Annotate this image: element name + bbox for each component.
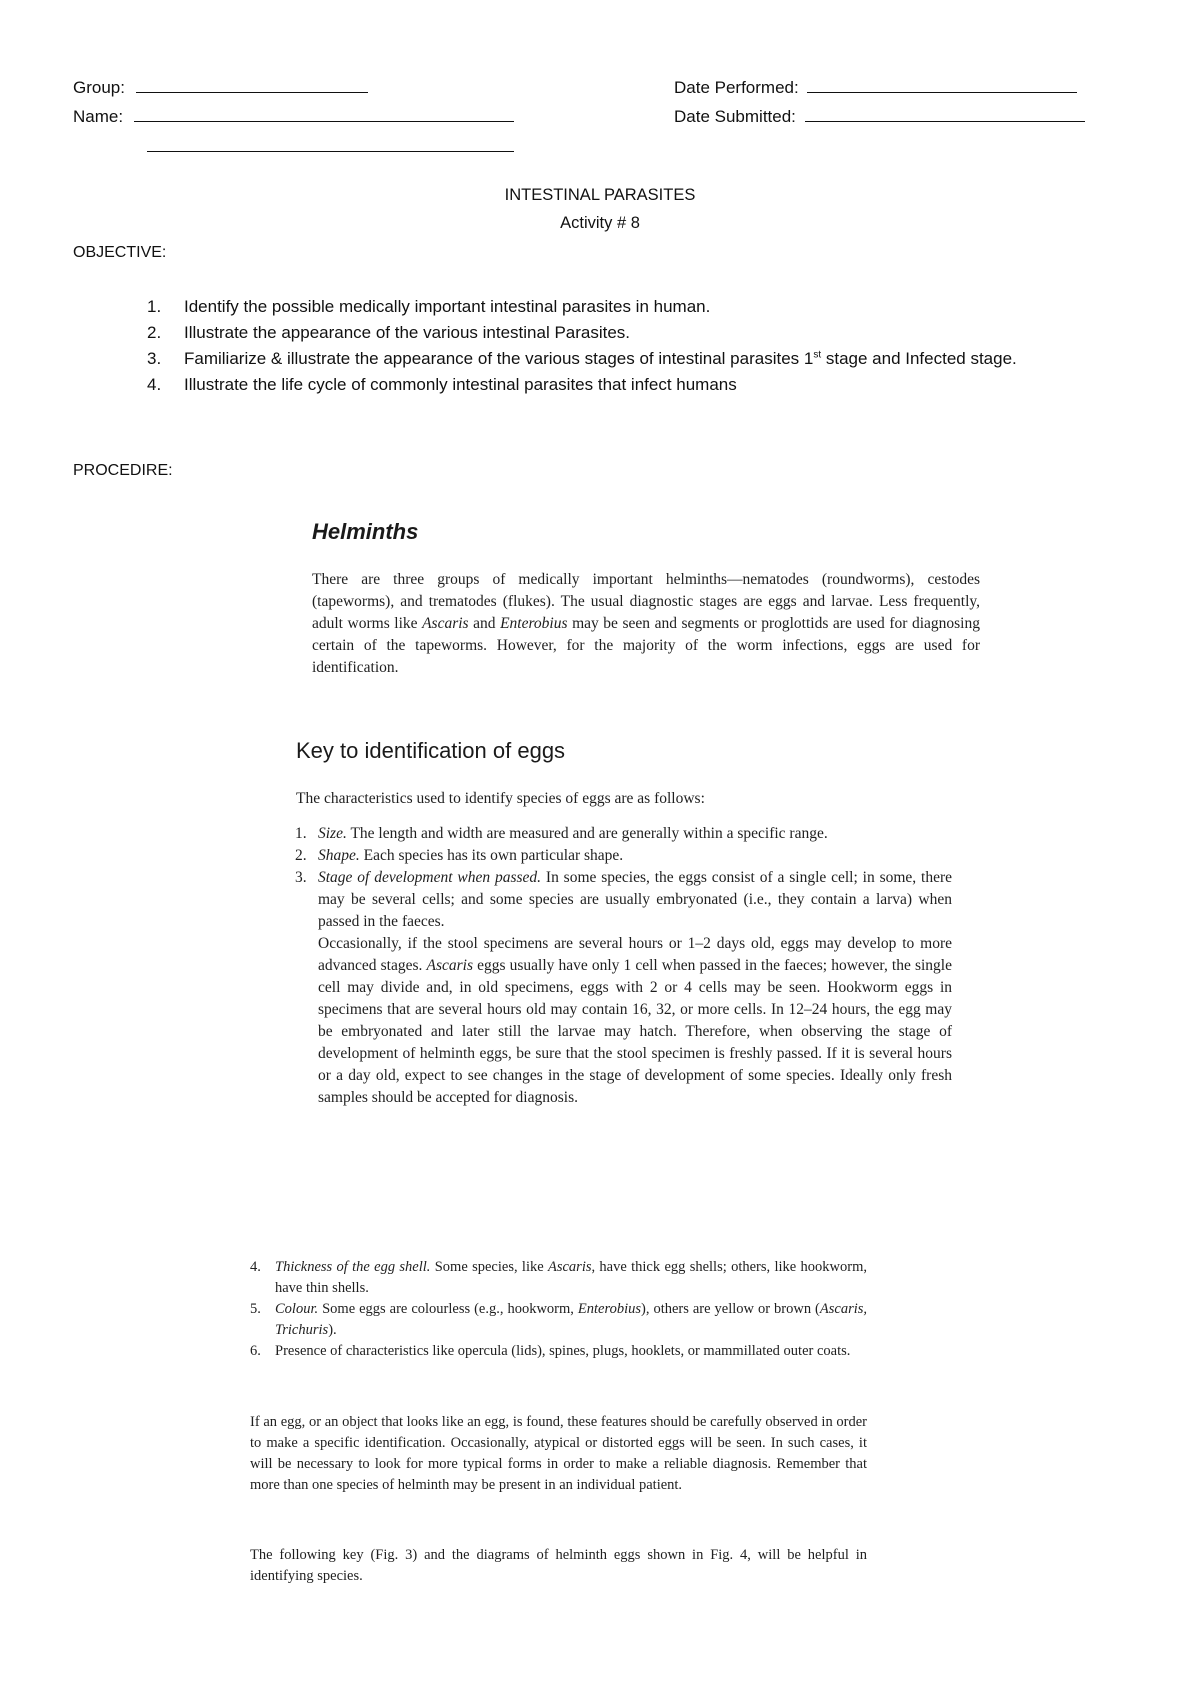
- date-submitted-label: Date Submitted:: [674, 107, 796, 126]
- key-list-lower: [250, 1257, 868, 1362]
- key-item: 2. Shape. Each species has its own particular shape.: [295, 847, 624, 864]
- key-intro: The characteristics used to identify species of eggs are as follows:: [296, 790, 705, 807]
- date-submitted-field: [674, 105, 1085, 128]
- key-list-upper: [295, 823, 952, 1109]
- date-submitted-blank: [805, 105, 1085, 122]
- key-item: 5. Colour. Some eggs are colourless (e.g., hookworm, Enterobius), others are yellow or brown (Ascaris, Trichuris).: [250, 1301, 868, 1338]
- name-blank: [134, 105, 514, 122]
- group-label: Group:: [73, 78, 125, 97]
- objective-item: 2. Illustrate the appearance of the various intestinal Parasites.: [147, 323, 631, 342]
- date-performed-field: [674, 76, 1077, 99]
- helminths-heading: Helminths: [312, 519, 419, 544]
- egg-features-paragraph: If an egg, or an object that looks like an egg, is found, these features should be carefully observed in order to make a specific identification. Occasionally, atypical or distorted eggs will be seen. In such cases, it will be necessary to look for more typical forms in order to make a reliable diagnosis. Remember that more than one species of helminth may be present in an individual patient.: [250, 1414, 867, 1493]
- objective-item: 4. Illustrate the life cycle of commonly intestinal parasites that infect humans: [147, 375, 737, 394]
- objective-item: 3. Familiarize & illustrate the appearance of the various stages of intestinal parasites 1st stage and Infected stage.: [147, 349, 1017, 368]
- activity-number: Activity # 8: [560, 214, 640, 232]
- objective-item: 1. Identify the possible medically important intestinal parasites in human.: [147, 297, 711, 316]
- key-item: 4. Thickness of the egg shell. Some species, like Ascaris, have thick egg shells; others, like hookworm, have thin shells.: [250, 1259, 867, 1296]
- date-performed-label: Date Performed:: [674, 78, 799, 97]
- objective-label: OBJECTIVE:: [73, 244, 167, 261]
- group-field: [73, 76, 368, 99]
- key-heading: Key to identification of eggs: [296, 738, 566, 763]
- name-blank-second-line: [147, 151, 514, 152]
- key-item: 3. Stage of development when passed. In some species, the eggs consist of a single cell; in some, there may be several cells; and some species are usually embryonated (i.e., they contain a larva) when passed in the faeces.: [295, 869, 952, 930]
- key-item: 6. Presence of characteristics like opercula (lids), spines, plugs, hooklets, or mammillated outer coats.: [250, 1343, 851, 1359]
- objective-list: [147, 294, 1134, 398]
- procedure-label: PROCEDIRE:: [73, 462, 173, 479]
- name-label: Name:: [73, 107, 124, 126]
- document-title: INTESTINAL PARASITES: [504, 186, 696, 204]
- key-item: 1. Size. The length and width are measured and are generally within a specific range.: [295, 825, 828, 842]
- name-field: [73, 105, 514, 128]
- key-item-continuation: Occasionally, if the stool specimens are several hours or 1–2 days old, eggs may develop to more advanced stages. Ascaris eggs usually have only 1 cell when passed in the faeces; however, the single cell may divide and, in old specimens, eggs with 2 or 4 cells may be seen. Hookworm eggs in specimens that are several hours old may contain 16, 32, or more cells. In 12–24 hours, the egg may be embryonated and later still the larvae may hatch. Therefore, when observing the stage of development of helminth eggs, be sure that the stool specimen is freshly passed. If it is several hours or a day old, expect to see changes in the stage of development of some species. Ideally only fresh samples should be accepted for diagnosis.: [318, 935, 952, 1106]
- helminths-paragraph: There are three groups of medically important helminths—nematodes (roundworms), cestodes (tapeworms), and trematodes (flukes). The usual diagnostic stages are eggs and larvae. Less frequently, adult worms like Ascaris and Enterobius may be seen and segments or proglottids are used for diagnosing certain of the tapeworms. However, for the majority of the worm infections, eggs are used for identification.: [312, 571, 980, 676]
- key-reference-paragraph: The following key (Fig. 3) and the diagrams of helminth eggs shown in Fig. 4, will be helpful in identifying species.: [250, 1547, 867, 1584]
- group-blank: [136, 76, 368, 93]
- date-performed-blank: [807, 76, 1077, 93]
